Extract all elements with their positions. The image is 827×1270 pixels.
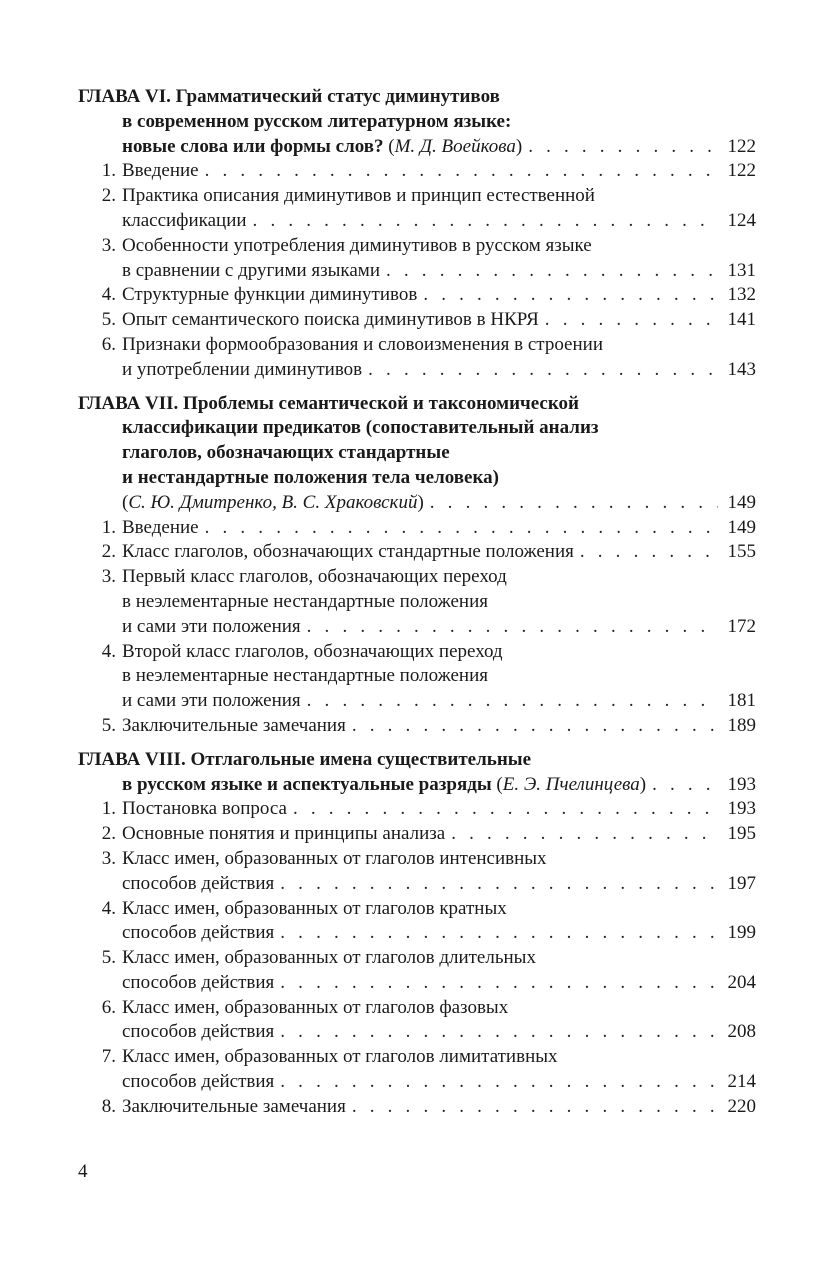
entry-text: и употреблении диминутивов [122, 358, 363, 380]
entry-text: способов действия [122, 1071, 275, 1093]
leader-dots [380, 259, 718, 284]
chapter-title-text: в современном русском литературном языке: [122, 110, 512, 132]
entry-text: Класс глаголов, обозначающих стандартные положения [122, 541, 574, 563]
entry-page: 155 [727, 541, 756, 563]
entry-text: Особенности употребления диминутивов в русском языке [122, 234, 592, 256]
leader-dots [287, 797, 718, 822]
toc-entry [78, 996, 756, 1021]
entry-text: Основные понятия и принципы анализа [122, 823, 446, 845]
entry-page: 143 [727, 358, 756, 380]
entry-number: 6. [101, 333, 116, 355]
toc-entry [78, 333, 756, 358]
entry-text: в неэлементарные нестандартные положения [122, 665, 488, 687]
entry-number: 6. [101, 996, 116, 1018]
paren: ) [515, 135, 523, 157]
leader-dots [301, 615, 718, 640]
leader-dots [274, 971, 718, 996]
leader-dots [199, 159, 718, 184]
entry-number: 1. [101, 516, 116, 538]
entry-number: 1. [101, 798, 116, 820]
entry-number: 8. [101, 1095, 116, 1117]
entry-page: 195 [727, 823, 756, 845]
leader-dots [362, 358, 718, 383]
chapter-title-text: глаголов, обозначающих стандартные [122, 442, 450, 464]
toc-entry-continuation [78, 872, 756, 897]
entry-text: Введение [122, 160, 199, 182]
chapter-title-text: классификации предикатов (сопоставительный анализ [122, 417, 599, 439]
entry-text: в сравнении с другими языками [122, 259, 380, 281]
chapter-title-text: ГЛАВА VI. Грамматический статус диминутивов [78, 86, 500, 107]
chapter-title-text: в русском языке и аспектуальные разряды [122, 773, 492, 795]
toc-entry-continuation [78, 615, 756, 640]
entry-text: Второй класс глаголов, обозначающих переход [122, 640, 503, 662]
entry-page: 181 [727, 690, 756, 712]
entry-page: 189 [727, 714, 756, 736]
toc-entry [78, 1095, 756, 1120]
toc-entry [78, 946, 756, 971]
leader-dots [646, 773, 718, 798]
entry-number: 2. [101, 185, 116, 207]
entry-number: 2. [101, 823, 116, 845]
chapter-6 [78, 85, 756, 383]
toc-entry-continuation [78, 689, 756, 714]
entry-number: 5. [101, 714, 116, 736]
toc-entry [78, 184, 756, 209]
leader-dots [274, 921, 718, 946]
entry-text: Заключительные замечания [122, 1095, 346, 1117]
entry-number: 4. [101, 640, 116, 662]
chapter-author-line [78, 491, 756, 516]
entry-number: 4. [101, 897, 116, 919]
entry-text: Практика описания диминутивов и принцип естественной [122, 185, 595, 207]
chapter-title-line [78, 466, 756, 491]
leader-dots [522, 135, 718, 160]
entry-text: Введение [122, 516, 199, 538]
entry-text: Класс имен, образованных от глаголов интенсивных [122, 847, 547, 869]
toc-entry [78, 565, 756, 590]
chapter-page: 122 [727, 135, 756, 157]
chapter-page: 149 [727, 491, 756, 513]
leader-dots [346, 1095, 718, 1120]
entry-page: 141 [727, 309, 756, 331]
entry-text: способов действия [122, 1021, 275, 1043]
entry-page: 220 [727, 1095, 756, 1117]
entry-number: 2. [101, 541, 116, 563]
toc-entry [78, 640, 756, 665]
toc-entry [78, 516, 756, 541]
chapter-page: 193 [727, 773, 756, 795]
toc-entry-continuation [78, 1070, 756, 1095]
toc-entry-continuation [78, 209, 756, 234]
entry-text: способов действия [122, 922, 275, 944]
chapter-title-line [78, 773, 756, 798]
leader-dots [424, 491, 718, 516]
chapter-title-text: новые слова или формы слов? [122, 135, 384, 157]
leader-dots [301, 689, 718, 714]
chapter-title-line [78, 441, 756, 466]
chapter-title-line [78, 135, 756, 160]
toc-entry [78, 159, 756, 184]
entry-text: Класс имен, образованных от глаголов кратных [122, 897, 507, 919]
toc-entry [78, 308, 756, 333]
entry-text: способов действия [122, 872, 275, 894]
chapter-author: С. Ю. Дмитренко, В. С. Храковский [128, 491, 418, 513]
leader-dots [574, 540, 718, 565]
toc-entry-continuation [78, 259, 756, 284]
entry-text: в неэлементарные нестандартные положения [122, 590, 488, 612]
entry-text: классификации [122, 209, 247, 231]
entry-number: 5. [101, 309, 116, 331]
paren: ( [122, 491, 129, 513]
entry-text: Структурные функции диминутивов [122, 284, 418, 306]
entry-page: 197 [727, 872, 756, 894]
toc-entry [78, 1045, 756, 1070]
entry-page: 122 [727, 160, 756, 182]
entry-text: Первый класс глаголов, обозначающих переход [122, 566, 507, 588]
entry-page: 204 [727, 971, 756, 993]
entry-text: Класс имен, образованных от глаголов фазовых [122, 996, 509, 1018]
entry-page: 199 [727, 922, 756, 944]
toc-entry [78, 897, 756, 922]
toc-entry-continuation [78, 1020, 756, 1045]
entry-text: и сами эти положения [122, 615, 301, 637]
chapter-author: Е. Э. Пчелинцева [502, 773, 640, 795]
entry-number: 3. [101, 847, 116, 869]
entry-page: 208 [727, 1021, 756, 1043]
chapter-title-line [78, 85, 756, 110]
entry-text: Опыт семантического поиска диминутивов в НКРЯ [122, 309, 539, 331]
entry-page: 214 [727, 1071, 756, 1093]
entry-number: 5. [101, 947, 116, 969]
toc-entry [78, 283, 756, 308]
leader-dots [539, 308, 718, 333]
leader-dots [274, 1070, 718, 1095]
paren: ) [639, 773, 647, 795]
entry-text: Класс имен, образованных от глаголов лимитативных [122, 1046, 558, 1068]
leader-dots [417, 283, 718, 308]
chapter-title-line [78, 416, 756, 441]
paren: ( [491, 773, 503, 795]
leader-dots [199, 516, 718, 541]
entry-number: 4. [101, 284, 116, 306]
toc-entry-continuation [78, 358, 756, 383]
chapter-title-line [78, 748, 756, 773]
toc-entry [78, 714, 756, 739]
entry-number: 7. [101, 1046, 116, 1068]
leader-dots [445, 822, 718, 847]
toc-entry [78, 797, 756, 822]
chapter-title-line [78, 110, 756, 135]
entry-page: 149 [727, 516, 756, 538]
paren: ) [417, 491, 424, 513]
entry-page: 193 [727, 798, 756, 820]
chapter-7 [78, 392, 756, 739]
toc-entry-continuation [78, 971, 756, 996]
toc-entry [78, 847, 756, 872]
entry-text: Постановка вопроса [122, 798, 287, 820]
chapter-title-text: и нестандартные положения тела человека) [122, 466, 499, 488]
entry-text: Класс имен, образованных от глаголов длительных [122, 947, 536, 969]
entry-page: 124 [727, 209, 756, 231]
chapter-author: М. Д. Воейкова [394, 135, 516, 157]
chapter-title-line [78, 392, 756, 417]
toc-entry-continuation [78, 590, 756, 615]
entry-page: 132 [727, 284, 756, 306]
chapter-title-text: ГЛАВА VIII. Отглагольные имена существительные [78, 748, 532, 770]
toc-entry [78, 822, 756, 847]
chapter-title-text: ГЛАВА VII. Проблемы семантической и таксономической [78, 392, 579, 414]
leader-dots [274, 872, 718, 897]
entry-number: 3. [101, 566, 116, 588]
toc-entry [78, 540, 756, 565]
leader-dots [346, 714, 718, 739]
toc-entry-continuation [78, 664, 756, 689]
toc-entry [78, 234, 756, 259]
entry-page: 172 [727, 615, 756, 637]
entry-text: Признаки формообразования и словоизменения в строении [122, 333, 603, 355]
entry-text: Заключительные замечания [122, 714, 346, 736]
entry-page: 131 [727, 259, 756, 281]
chapter-8 [78, 748, 756, 1120]
entry-text: способов действия [122, 971, 275, 993]
entry-number: 3. [101, 234, 116, 256]
leader-dots [247, 209, 718, 234]
page-number: 4 [78, 1161, 88, 1182]
paren: ( [383, 135, 395, 157]
leader-dots [274, 1020, 718, 1045]
entry-text: и сами эти положения [122, 690, 301, 712]
table-of-contents [78, 85, 756, 1129]
toc-entry-continuation [78, 921, 756, 946]
entry-number: 1. [101, 160, 116, 182]
